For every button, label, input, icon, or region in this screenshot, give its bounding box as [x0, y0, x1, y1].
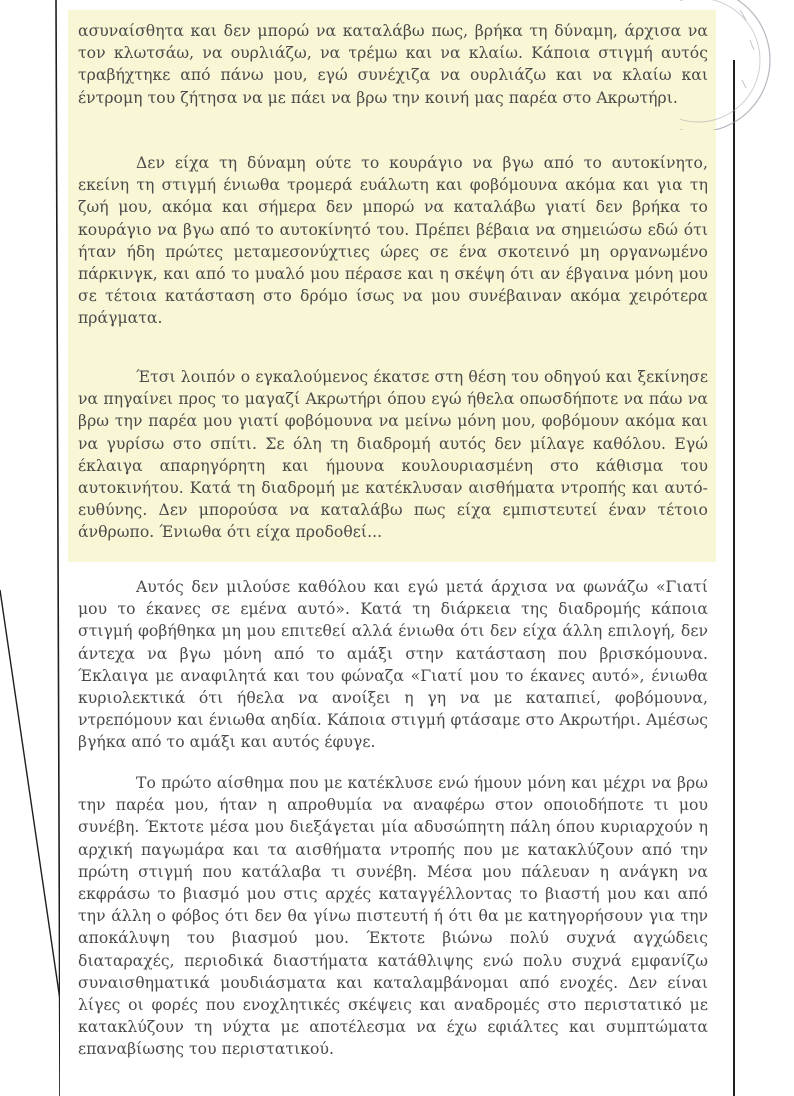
paragraph-text: Το πρώτο αίσθημα που με κατέκλυσε ενώ ήμουν μόνη και μέχρι να βρω την παρέα μου, ήταν η απροθυμία να αναφέρω στον οποιοδήποτε τι μου συνέβη. Έκτοτε μέσα μου διεξάγεται μία αδυσώπητη πάλη όπου κυριαρχούν η αρχική παγωμάρα και τα αισθήματα ντροπής που με κατακλύζουν από την πρώτη στιγμή που κατάλαβα τι συνέβη. Μέσα μου πάλευαν η ανάγκη να εκφράσω το βιασμό μου στις αρχές καταγγέλλοντας το βιαστή μου και από την άλλη ο φόβος ότι δεν θα γίνω πιστευτή ή ότι θα με κατηγορήσουν για την αποκάλυψη του βιασμού μου. Έκτοτε βιώνω πολύ συχνά αγχώδεις διαταραχές, περιοδικά διαστήματα κατάθλιψης ενώ πολυ συχνά εμφανίζω συναισθηματικά μουδιάσματα και καταλαμβάνομαι από ενοχές. Δεν είναι λίγες οι φορές που ενοχλητικές σκέψεις και αναδρομές στο περιστατικό με κατακλύζουν τη νύχτα με αποτέλεσμα να έχω εφιάλτες και συμπτώματα επαναβίωσης του περιστατικού. — [78, 774, 708, 1059]
paragraph-text: Δεν είχα τη δύναμη ούτε το κουράγιο να βγω από το αυτοκίνητο, εκείνη τη στιγμή ένιωθα τρομερά ευάλωτη και φοβόμουνα ακόμα και για τη ζωή μου, ακόμα και σήμερα δεν μπορώ να καταλάβω γιατί δεν βρήκα το κουράγιο να βγω από το αυτοκίνητό του. Πρέπει βέβαια να σημειώσω εδώ ότι ήταν ήδη πρώτες μεταμεσονύχτιες ώρες σε ένα σκοτεινό μη οργανωμένο πάρκινγκ, και από το μυαλό μου πέρασε και η σκέψη ότι αν έβγαινα μόνη μου σε τέτοια κατάσταση στο δρόμο ίσως να μου συνέβαιναν ακόμα χειρότερα πράγματα. — [78, 154, 708, 328]
page-edge-lines — [0, 0, 60, 1096]
paragraph-text: Έτσι λοιπόν ο εγκαλούμενος έκατσε στη θέση του οδηγού και ξεκίνησε να πηγαίνει προς το μαγαζί Ακρωτήρι όπου εγώ ήθελα οπωσδήποτε να πάω να βρω την παρέα μου γιατί φοβόμουνα να μείνω μόνη μου, φοβόμουν ακόμα και να γυρίσω στο σπίτι. Σε όλη τη διαδρομή αυτός δεν μίλαγε καθόλου. Εγώ έκλαιγα απαρηγόρητη και ήμουνα κουλουριασμένη στο κάθισμα του αυτοκινήτου. Κατά τη διαδρομή με κατέκλυσαν αισθήματα ντροπής και αυτό-ευθύνης. Δεν μπορούσα να καταλάβω πως είχα εμπιστευτεί έναν τέτοιο άνθρωπο. Ένιωθα ότι είχα προδοθεί... — [78, 368, 708, 542]
paragraph-4 — [78, 576, 708, 754]
paragraph-1 — [78, 20, 708, 109]
page-edge-line-vertical — [56, 0, 60, 1096]
paragraph-5 — [78, 772, 708, 1061]
paragraph-2 — [78, 152, 708, 330]
page-edge-line-diagonal — [0, 590, 60, 1000]
paragraph-3 — [78, 366, 708, 544]
paragraph-text: ασυναίσθητα και δεν μπορώ να καταλάβω πως, βρήκα τη δύναμη, άρχισα να τον κλωτσάω, να ουρλιάζω, να τρέμω και να κλαίω. Κάποια στιγμή αυτός τραβήχτηκε από πάνω μου, εγώ συνέχιζα να ουρλιάζω και να κλαίω και έντρομη του ζήτησα να με πάει να βρω την κοινή μας παρέα στο Ακρωτήρι. — [78, 22, 708, 107]
paragraph-text: Αυτός δεν μιλούσε καθόλου και εγώ μετά άρχισα να φωνάζω «Γιατί μου το έκανες σε εμένα αυτό». Κατά τη διάρκεια της διαδρομής κάποια στιγμή φοβήθηκα μη μου επιτεθεί αλλά ένιωθα ότι δεν είχα άλλη επιλογή, δεν άντεχα να βγω μόνη από το αμάξι στην κατάσταση που βρισκόμουνα. Έκλαιγα με αναφιλητά και του φώναζα «Γιατί μου το έκανες αυτό», ένιωθα κυριολεκτικά ότι ήθελα να ανοίξει η γη να με καταπιεί, φοβόμουνα, ντρεπόμουν και ένιωθα αηδία. Κάποια στιγμή φτάσαμε στο Ακρωτήρι. Αμέσως βγήκα από το αμάξι και αυτός έφυγε. — [78, 578, 708, 752]
page-edge-right-line — [733, 60, 735, 1096]
